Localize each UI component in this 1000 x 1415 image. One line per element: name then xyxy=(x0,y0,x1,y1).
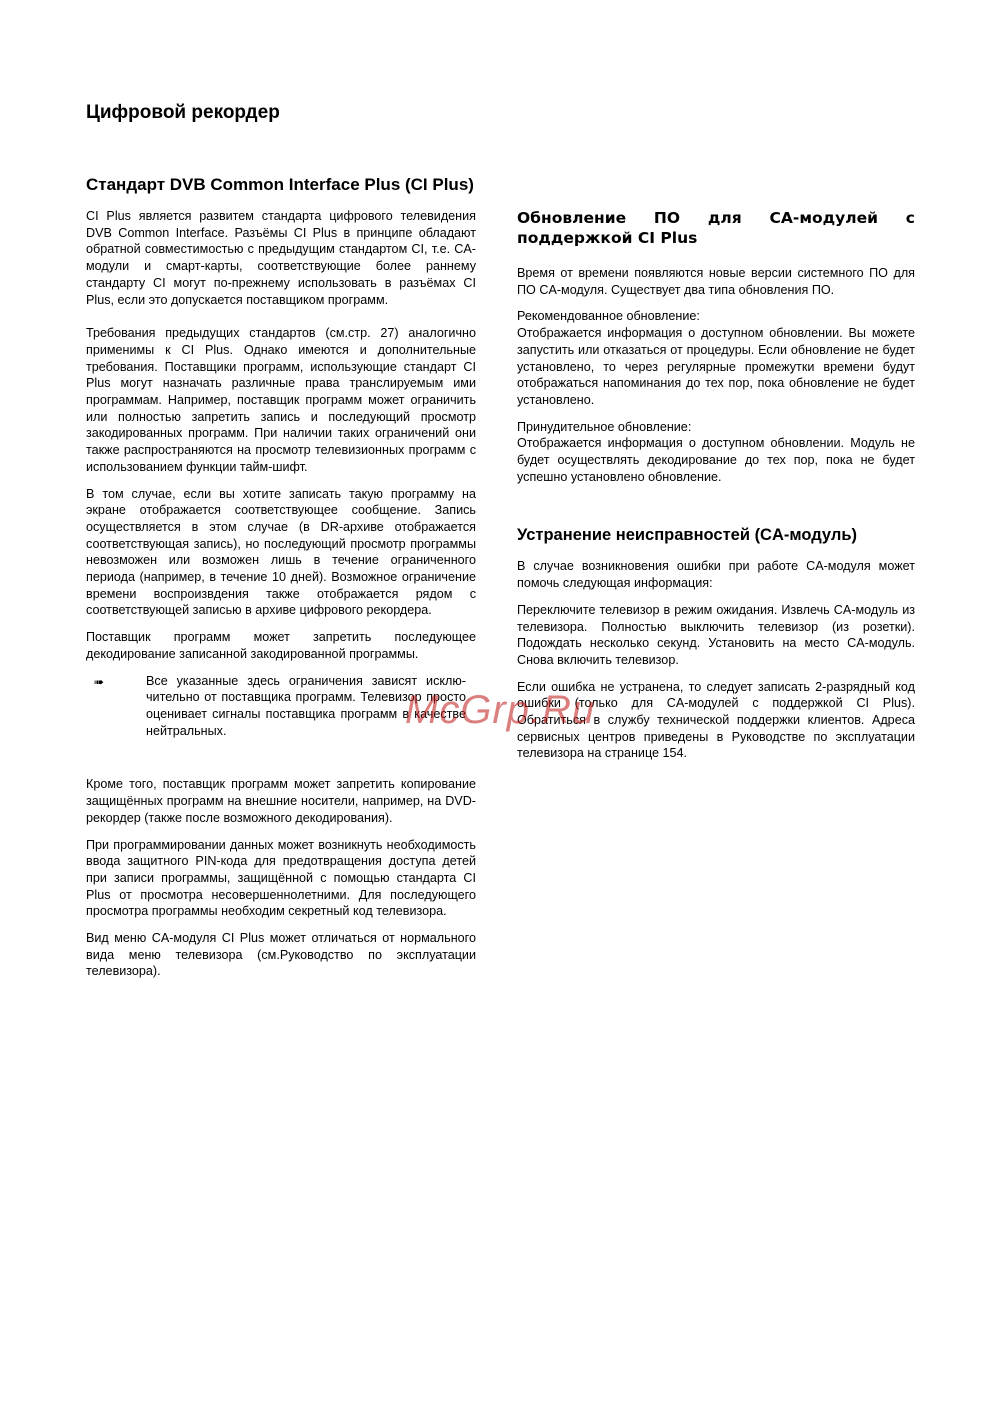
paragraph-requirements: Требования предыдущих стандартов (см.стр. 27) аналогично применимы к CI Plus. Однако имеются и дополнительные требования. Поставщики программ, использующие стандарт CI Plus могут назначать различные права транслируемым ими программам. Например, поставщик программ может ограничить или полностью запретить запись и последующий просмотр закодированных программ. При наличии таких ограничений они также распространяются на просмотр телевизионных программ с использованием функции тайм-шифт. xyxy=(86,326,476,474)
note-text: Все указанные здесь ограничения зависят исклю-чительно от поставщика программ. Телевизор просто оценивает сигналы поставщика программ в качестве нейтральных. xyxy=(146,673,466,738)
section-title: Стандарт DVB Common Interface Plus (CI Plus) xyxy=(86,175,474,194)
heading-software-update: Обновление ПО для CA-модулей с поддержкой CI Plus xyxy=(517,209,915,247)
paragraph-pin: При программировании данных может возникнуть необходимость ввода защитного PIN-кода для предотвращения доступа детей при записи программы, защищённой с помощью стандарта CI Plus от просмотра несовершеннолетними. Для последующего просмотра программы необходим секретный код телевизора. xyxy=(86,837,476,919)
paragraph-troubleshooting-steps: Переключите телевизор в режим ожидания. Извлечь CA-модуль из телевизора. Полностью выключить телевизор (из розетки). Подождать несколько секунд. Установить на место CA-модуль. Снова включить телевизор. xyxy=(517,602,915,667)
heading-troubleshooting: Устранение неисправностей (CA-модуль) xyxy=(517,526,857,545)
paragraph-troubleshooting-intro: В случае возникновения ошибки при работе CA-модуля может помочь следующая информация: xyxy=(517,559,915,591)
label-forced-update: Принудительное обновление: xyxy=(517,419,692,434)
arrow-note-icon: ➠ xyxy=(94,674,105,689)
paragraph-error-code: Если ошибка не устранена, то следует записать 2-разрядный код ошибки (только для CA-модулей с поддержкой CI Plus). Обратиться в службу технической поддержки клиентов. Адреса сервисных центров приведены в Руководстве по эксплуатации телевизора на странице 154. xyxy=(517,679,915,761)
label-recommended-update: Рекомендованное обновление: xyxy=(517,309,700,324)
page-title: Цифровой рекордер xyxy=(86,102,280,123)
paragraph-decoding: Поставщик программ может запретить последующее декодирование записанной закодированной программы. xyxy=(86,630,476,661)
text-forced-update: Отображается информация о доступном обновлении. Модуль не будет осуществлять декодирование до тех пор, пока не будет успешно установлено обновление. xyxy=(517,436,915,484)
left-column xyxy=(86,208,476,990)
text-recommended-update: Отображается информация о доступном обновлении. Вы можете запустить или отказаться от процедуры. Если обновление не будет установлено, то через регулярные промежутки времени будут отображаться напоминания до тех пор, пока обновление не будет установлено. xyxy=(517,326,915,407)
paragraph-ci-plus-intro: CI Plus является развитем стандарта цифрового телевидения DVB Common Interface. Разъёмы CI Plus в принципе обладают обратной совместимостью с предыдущим стандартом CI, т.е. CA-модули и смарт-карты, соответствующие более раннему стандарту CI могут по-прежнему использовать в разъёмах CI Plus, если это допускается поставщиком программ. xyxy=(86,209,476,307)
paragraph-copy-protection: Кроме того, поставщик программ может запретить копирование защищённых программ на внешние носители, например, на DVD-рекордер (также после возможного декодирования). xyxy=(86,777,476,825)
paragraph-update-intro: Время от времени появляются новые версии системного ПО для ПО CA-модуля. Существует два типа обновления ПО. xyxy=(517,266,915,297)
paragraph-recording: В том случае, если вы хотите записать такую программу на экране отображается соответствующее сообщение. Запись осуществляется в этом случае (в DR-архиве отображается соответствующая запись), но последующий просмотр программы невозможен или возможен лишь в течение ограниченного периода (например, в течение 10 дней). Возможное ограничение времени воспроизвдения также отображается рядом с соответствующей записью в архиве цифрового рекордера. xyxy=(86,486,476,618)
paragraph-menu: Вид меню CA-модуля CI Plus может отличаться от нормального вида меню телевизора (см.Руководство по эксплуатации телевизора). xyxy=(86,931,476,979)
watermark: McGrp.Ru xyxy=(405,688,596,732)
